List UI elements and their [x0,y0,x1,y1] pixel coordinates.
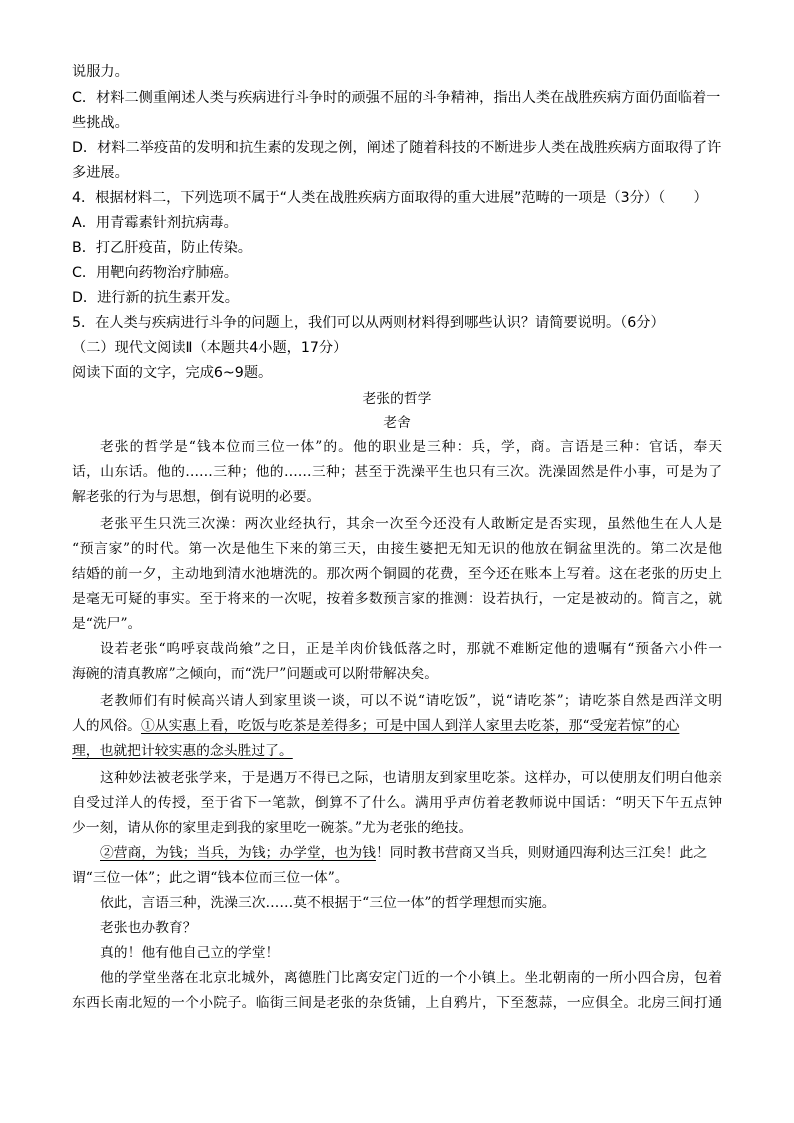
underlined-sentence-1: ①从实惠上看，吃饭与吃茶是差得多；可是中国人到洋人家里去吃茶，那“受宠若惊”的心 [140,718,680,734]
paragraph-line: 少一刻，请从你的家里走到我的家里吃一碗茶。”尤为老张的绝技。 [72,820,473,836]
paragraph-line: 人的风俗。①从实惠上看，吃饭与吃茶是差得多；可是中国人到洋人家里去吃茶，那“受宠若惊”的心 [72,718,680,734]
paragraph-line: ②营商，为钱；当兵，为钱；办学堂，也为钱！同时教书营商又当兵，则财通四海利达三江矣！此之 [100,845,708,861]
underlined-sentence-1-cont: 理，也就把计较实惠的念头胜过了。 [72,743,293,759]
paragraph-line: 话，山东话。他的……三种；他的……三种；甚至于洗澡平生也只有三次。洗澡固然是件小事，可是为了 [72,464,722,480]
paragraph-line: 老教师们有时候高兴请人到家里谈一谈，可以不说“请吃饭”，说“请吃茶”；请吃茶自然是西洋文明 [100,693,722,709]
option-c-line-2: 些挑战。 [72,115,129,131]
paragraph-line: 依此，言语三种，洗澡三次……莫不根据于“三位一体”的哲学理想而实施。 [100,895,556,911]
paragraph-line: 是“洗尸”。 [72,616,142,632]
paragraph-line: 谓“三位一体”；此之谓“钱本位而三位一体”。 [72,870,349,886]
paragraph-line: 自受过洋人的传授，至于省下一笔款，倒算不了什么。满用乎声仿着老教师说中国话：“明天下午五点钟 [72,795,722,811]
option-d-line-1: D．材料二举疫苗的发明和抗生素的发现之例，阐述了随着科技的不断进步人类在战胜疾病方面取得了许 [72,140,722,156]
paragraph-line: 老张也办教育？ [100,920,197,936]
option-c-line-1: C．材料二侧重阐述人类与疾病进行斗争时的顽强不屈的斗争精神，指出人类在战胜疾病方面仍面临着一 [72,90,721,106]
paragraph-line: 设若老张“呜呼哀哉尚飨”之日，正是羊肉价钱低落之时，那就不难断定他的遗嘱有“预备六小件一 [100,641,722,657]
paragraph-line: 这种妙法被老张学来，于是遇万不得已之际，也请朋友到家里吃茶。这样办，可以使朋友们明白他亲 [100,770,722,786]
instruction-text: 阅读下面的文字，完成6~9题。 [72,365,273,381]
underlined-sentence-2: ②营商，为钱；当兵，为钱；办学堂，也为钱 [100,845,376,861]
question-4-option-d: D．进行新的抗生素开发。 [72,290,239,306]
paragraph-line: 真的！他有他自己立的学堂！ [100,945,280,961]
question-4-option-b: B．打乙肝疫苗，防止传染。 [72,240,252,256]
paragraph-line: 他的学堂坐落在北京北城外，离德胜门比离安定门近的一个小镇上。坐北朝南的一所小四合房，包着 [100,970,722,986]
paragraph-line: 东西长南北短的一个小院子。临街三间是老张的杂货铺，上自鸦片，下至葱蒜，一应俱全。北房三间打通 [72,995,722,1011]
option-d-line-2: 多进展。 [72,165,129,181]
article-title: 老张的哲学 [362,391,432,407]
text-line: 说服力。 [72,64,129,80]
paragraph-line: “预言家”的时代。第一次是他生下来的第三天，由接生婆把无知无识的他放在铜盆里洗的。第二次是他 [72,541,722,557]
question-4-option-c: C．用靶向药物治疗肺癌。 [72,265,238,281]
paragraph-line: 结婚的前一夕，主动地到清水池塘洗的。那次两个铜圆的花费，至今还在账本上写着。这在老张的历史上 [72,566,722,582]
paragraph-line: 解老张的行为与思想，倒有说明的必要。 [72,489,321,505]
question-4: 4．根据材料二，下列选项不属于“人类在战胜疾病方面取得的重大进展”范畴的一项是（3分）（ ） [72,190,708,206]
question-5: 5．在人类与疾病进行斗争的问题上，我们可以从两则材料得到哪些认识？请简要说明。（6分） [72,315,665,331]
section-heading: （二）现代文阅读Ⅱ（本题共4小题，17分） [72,340,348,356]
paragraph-line: 老张平生只洗三次澡：两次业经执行，其余一次至今还没有人敢断定是否实现，虽然他生在人人是 [100,516,722,532]
paragraph-line: 是毫无可疑的事实。至于将来的一次呢，按着多数预言家的推测：设若执行，一定是被动的。简言之，就 [72,591,722,607]
paragraph-line: 海碗的清真教席”之倾向，而“洗尸”问题或可以附带解决矣。 [72,666,439,682]
article-author: 老舍 [383,415,411,431]
paragraph-line: 老张的哲学是“钱本位而三位一体”的。他的职业是三种：兵，学，商。言语是三种：官话，奉天 [100,439,722,455]
question-4-option-a: A．用青霉素针剂抗病毒。 [72,215,238,231]
